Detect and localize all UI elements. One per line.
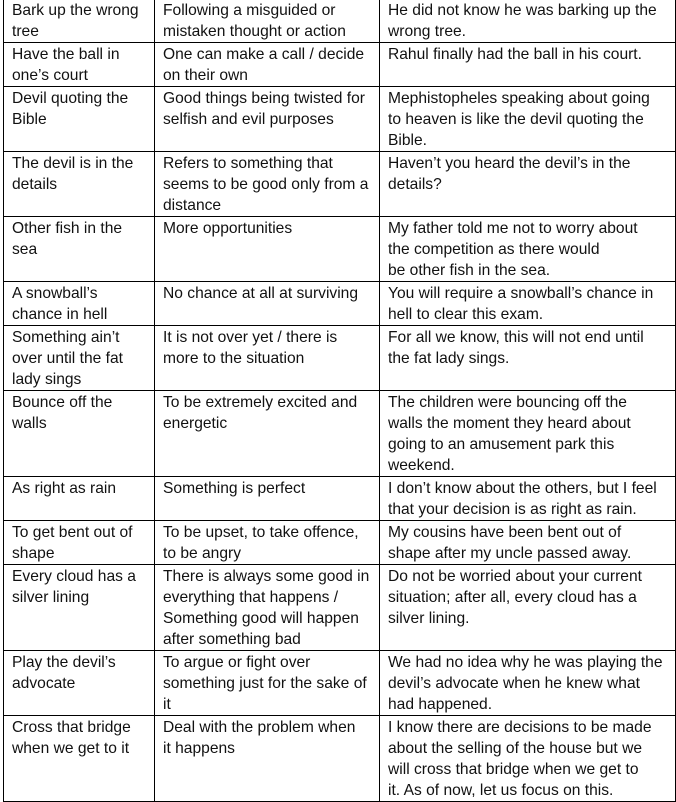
example-cell: Mephistopheles speaking about going to heaven is like the devil quoting the Bible. <box>380 87 676 152</box>
example-cell: Rahul finally had the ball in his court. <box>380 43 676 87</box>
example-cell: We had no idea why he was playing the devil’s advocate when he knew what had happened. <box>380 651 676 716</box>
idiom-cell: Bark up the wrong tree <box>4 0 155 43</box>
table-row <box>4 217 676 282</box>
table-row <box>4 651 676 716</box>
meaning-cell: One can make a call / decide on their own <box>155 43 380 87</box>
idiom-cell: Other fish in the sea <box>4 217 155 282</box>
table-row <box>4 716 676 802</box>
meaning-cell: To argue or fight over something just for the sake of it <box>155 651 380 716</box>
table-row <box>4 521 676 565</box>
example-cell: For all we know, this will not end until the fat lady sings. <box>380 326 676 391</box>
example-cell: My father told me not to worry about the competition as there would be other fish in the sea. <box>380 217 676 282</box>
table-row <box>4 565 676 651</box>
meaning-cell: Good things being twisted for selfish and evil purposes <box>155 87 380 152</box>
example-cell: I don’t know about the others, but I feel that your decision is as right as rain. <box>380 477 676 521</box>
idioms-table <box>3 0 676 802</box>
table-row <box>4 87 676 152</box>
table-row <box>4 0 676 43</box>
meaning-cell: Something is perfect <box>155 477 380 521</box>
idiom-cell: Play the devil’s advocate <box>4 651 155 716</box>
example-cell: Do not be worried about your current situation; after all, every cloud has a silver lining. <box>380 565 676 651</box>
meaning-cell: No chance at all at surviving <box>155 282 380 326</box>
idiom-cell: A snowball’s chance in hell <box>4 282 155 326</box>
idiom-cell: Cross that bridge when we get to it <box>4 716 155 802</box>
table-row <box>4 282 676 326</box>
table-row <box>4 152 676 217</box>
table-row <box>4 391 676 477</box>
example-cell: I know there are decisions to be made about the selling of the house but we will cross that bridge when we get to it. As of now, let us focus on this. <box>380 716 676 802</box>
meaning-cell: Following a misguided or mistaken thought or action <box>155 0 380 43</box>
idiom-cell: Have the ball in one’s court <box>4 43 155 87</box>
idiom-cell: Something ain’t over until the fat lady sings <box>4 326 155 391</box>
idiom-cell: Bounce off the walls <box>4 391 155 477</box>
example-cell: He did not know he was barking up the wrong tree. <box>380 0 676 43</box>
idiom-cell: The devil is in the details <box>4 152 155 217</box>
meaning-cell: Deal with the problem when it happens <box>155 716 380 802</box>
table-row <box>4 326 676 391</box>
example-cell: Haven’t you heard the devil’s in the details? <box>380 152 676 217</box>
meaning-cell: There is always some good in everything that happens / Something good will happen after something bad <box>155 565 380 651</box>
idiom-cell: Every cloud has a silver lining <box>4 565 155 651</box>
example-cell: The children were bouncing off the walls the moment they heard about going to an amusement park this weekend. <box>380 391 676 477</box>
meaning-cell: Refers to something that seems to be good only from a distance <box>155 152 380 217</box>
table-row <box>4 43 676 87</box>
idiom-cell: Devil quoting the Bible <box>4 87 155 152</box>
table-row <box>4 477 676 521</box>
meaning-cell: More opportunities <box>155 217 380 282</box>
meaning-cell: To be extremely excited and energetic <box>155 391 380 477</box>
idiom-cell: To get bent out of shape <box>4 521 155 565</box>
meaning-cell: It is not over yet / there is more to the situation <box>155 326 380 391</box>
example-cell: My cousins have been bent out of shape after my uncle passed away. <box>380 521 676 565</box>
idiom-cell: As right as rain <box>4 477 155 521</box>
meaning-cell: To be upset, to take offence, to be angry <box>155 521 380 565</box>
example-cell: You will require a snowball’s chance in hell to clear this exam. <box>380 282 676 326</box>
